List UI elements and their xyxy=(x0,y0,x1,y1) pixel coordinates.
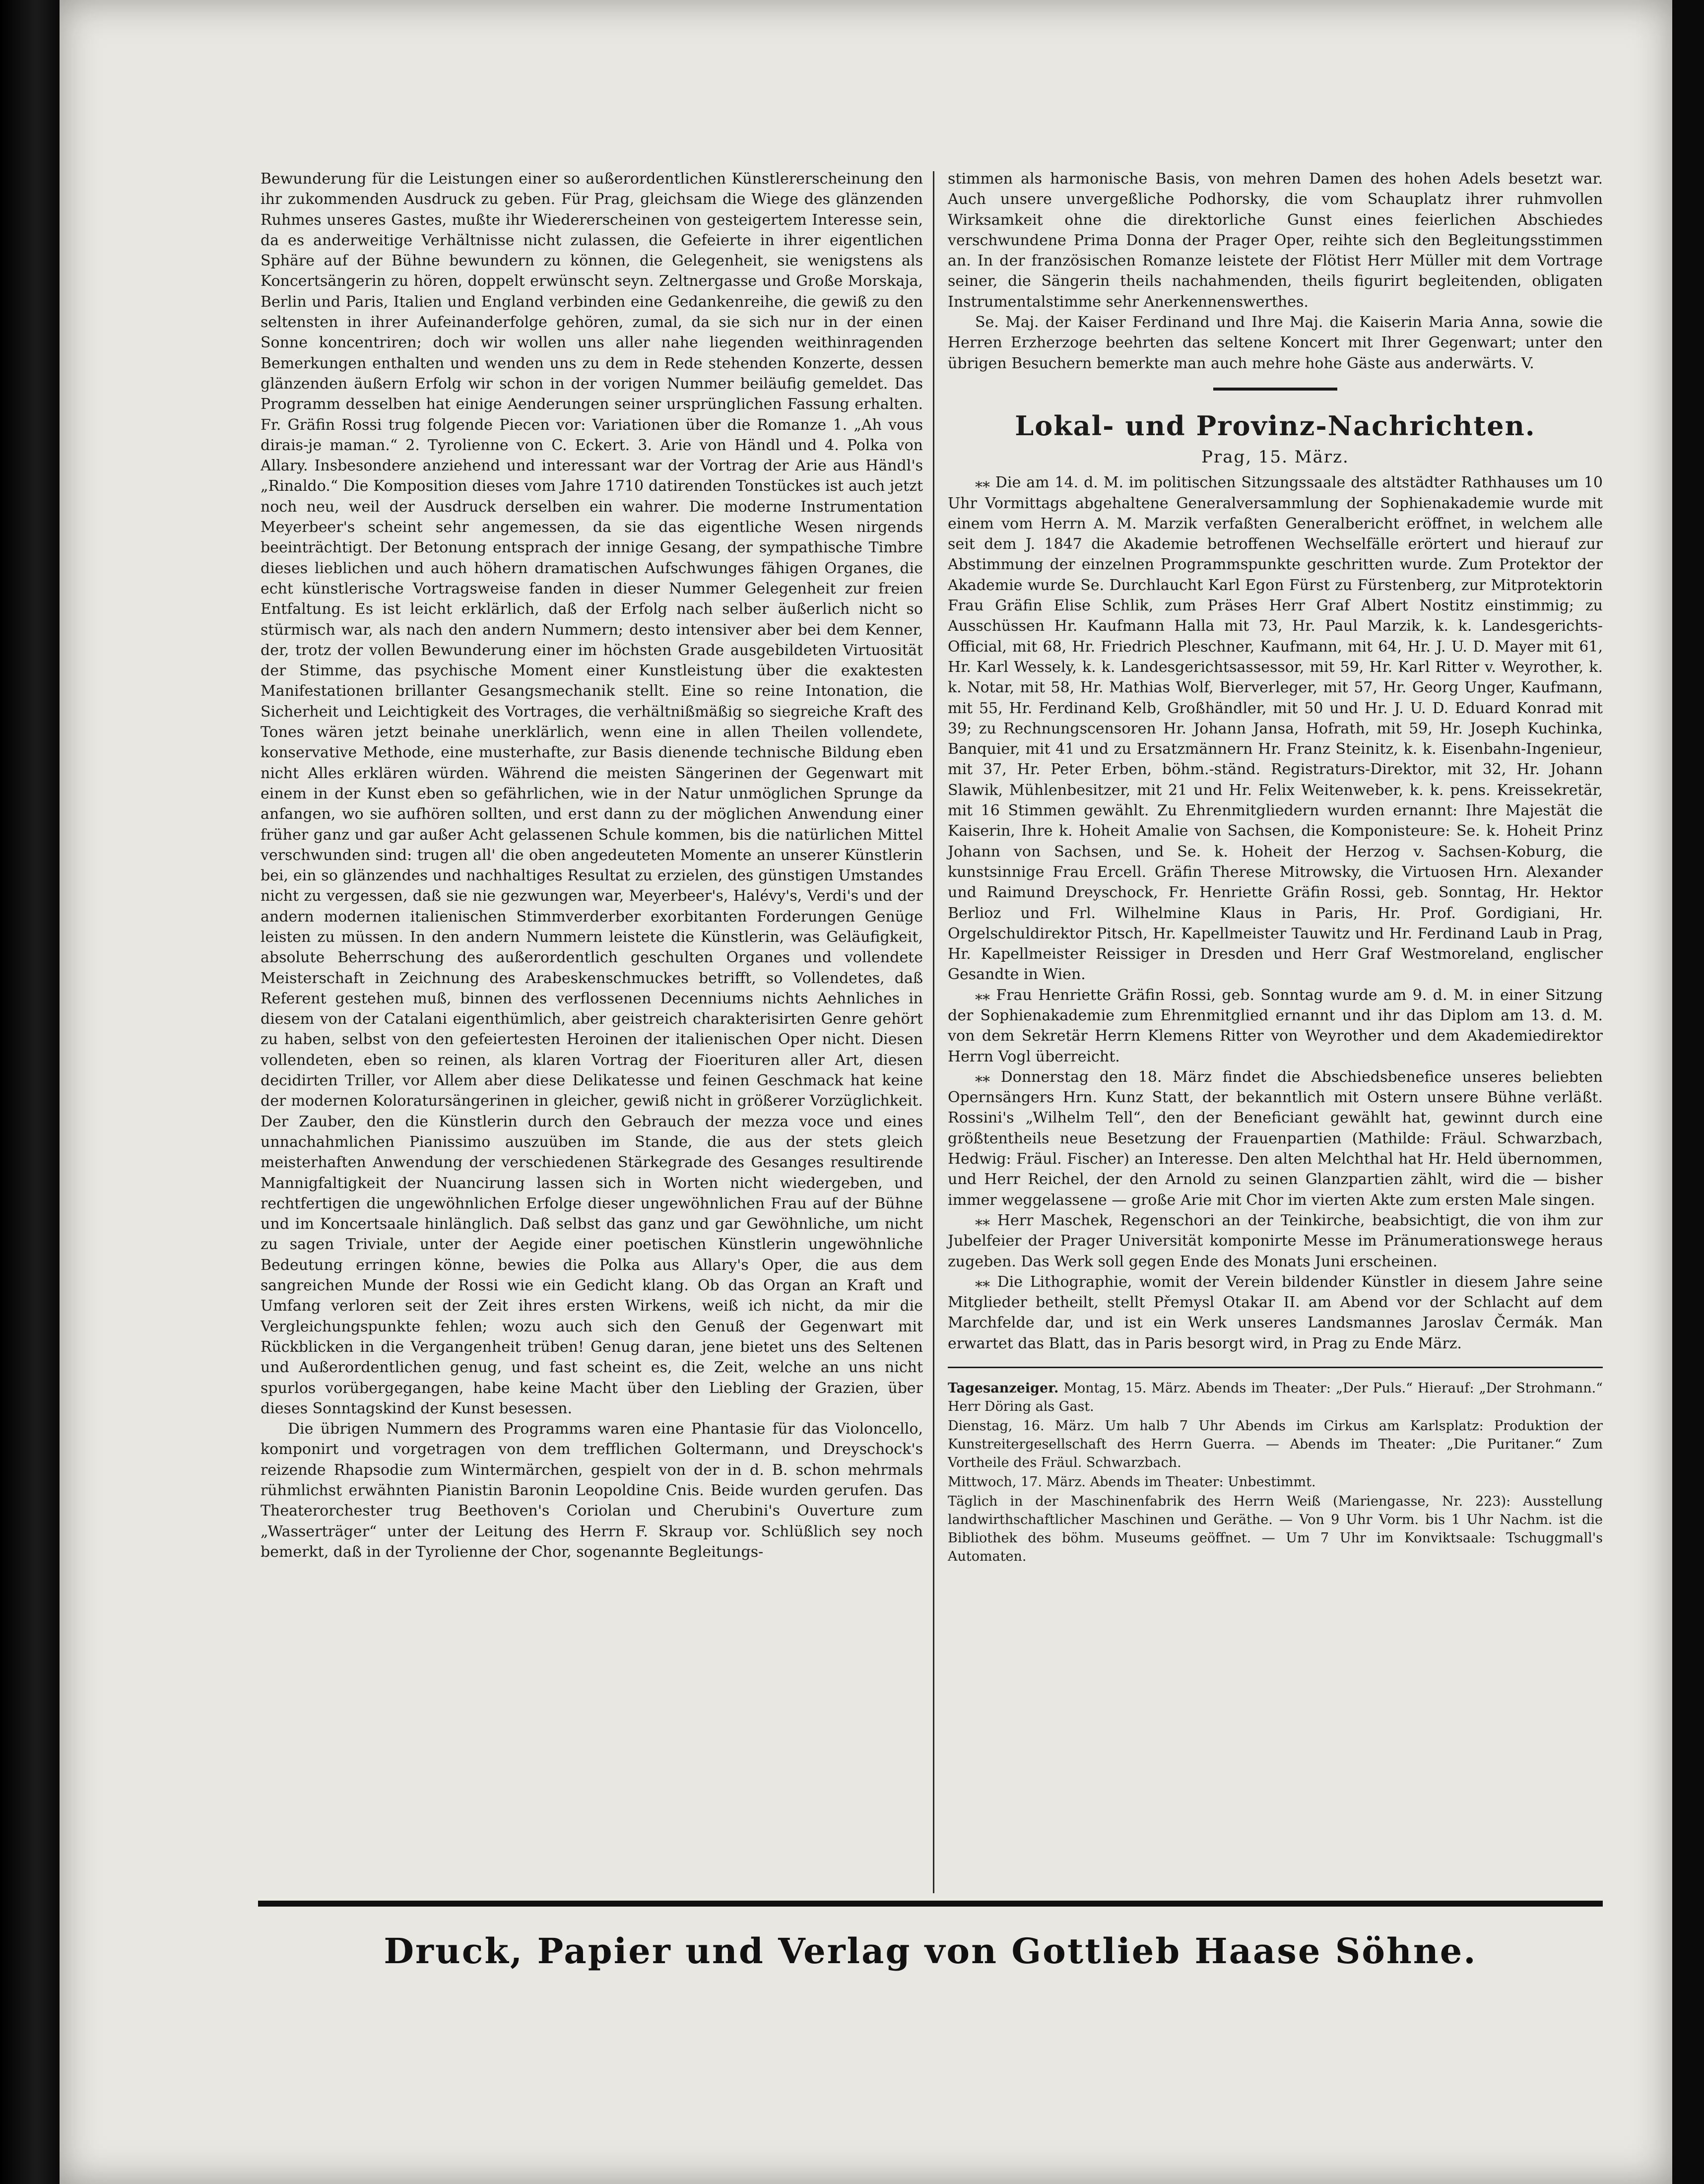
event-listing: Dienstag, 16. März. Um halb 7 Uhr Abends im Cirkus am Karlsplatz: Produktion der Kunstreitergesellschaft des Herrn Guerra. — Abends im Theater: „Die Puritaner.“ Zum Vortheile des Fräul. Schwarzbach. xyxy=(948,1418,1603,1471)
concert-review-paragraph: Bewunderung für die Leistungen einer so außerordentlichen Künstlererscheinung den ihr zukommenden Ausdruck zu geben. Für Prag, gleichsam die Wiege des glänzenden Ruhmes unseres Gastes, mußte ihr Wiedererscheinen von gesteigertem Interesse sein, da es anderweitige Verhältnisse nicht zulassen, die Gefeierte in ihrer eigentlichen Sphäre auf der Bühne bewundern zu können, die Gelegenheit, sie wenigstens als Koncertsängerin zu hören, doppelt erwünscht seyn. Zeltnergasse und Große Morskaja, Berlin und Paris, Italien und England verbinden eine Gedankenreihe, die gewiß zu den seltensten in ihrer Aufeinanderfolge gehören, zumal, da sie sich nur in der einen Sonne koncentriren; doch wir wollen uns aller nahe liegenden weithinragenden Bemerkungen enthalten und wenden uns zu dem in Rede stehenden Konzerte, dessen glänzenden äußern Erfolg wir schon in der vorigen Nummer beiläufig gemeldet. Das Programm desselben hat einige Aenderungen seiner ursprünglichen Fassung erhalten. Fr. Gräfin Rossi trug folgende Piecen vor: Variationen über die Romanze 1. „Ah vous dirais-je maman.“ 2. Tyrolienne von C. Eckert. 3. Arie von Händl und 4. Polka von Allary. Insbesondere anziehend und interessant war der Vortrag der Arie aus Händl's „Rinaldo.“ Die Komposition dieses vom Jahre 1710 datirenden Tonstückes ist auch jetzt noch neu, weil der Ausdruck derselben ein wahrer. Die moderne Instrumentation Meyerbeer's scheint sehr angemessen, da sie das eigentliche Wesen nirgends beeinträchtigt. Der Betonung entsprach der innige Gesang, der sympathische Timbre dieses lieblichen und auch höhern dramatischen Aufschwunges fähigen Organes, die echt künstlerische Vortragsweise fanden in dieser Nummer Gelegenheit zur freien Entfaltung. Es ist leicht erklärlich, daß der Erfolg nach selber äußerlich nicht so stürmisch war, als nach den andern Nummern; desto intensiver aber bei dem Kenner, der, trotz der vollen Bewunderung einer im höchsten Grade ausgebildeten Virtuosität der Stimme, das psychische Moment einer Kunstleistung über die exaktesten Manifestationen brillanter Gesangsmechanik stellt. Eine so reine Intonation, die Sicherheit und Leichtigkeit des Vortrages, die verhältnißmäßig so siegreiche Kraft des Tones wären jetzt beinahe unerklärlich, wenn eine in allen Theilen vollendete, konservative Methode, eine musterhafte, zur Basis dienende technische Bildung eben nicht Alles erklären würden. Während die meisten Sängerinen der Gegenwart mit einem in der Kunst eben so gefährlichen, wie in der Natur unmöglichen Sprunge da anfangen, wo sie aufhören sollten, und erst dann zu der möglichen Anwendung einer früher ganz und gar außer Acht gelassenen Schule kommen, bis die natürlichen Mittel verschwunden sind: trugen all' die oben angedeuteten Momente an unserer Künstlerin bei, ein so glänzendes und nachhaltiges Resultat zu erzielen, des günstigen Umstandes nicht zu vergessen, daß sie nie gezwungen war, Meyerbeer's, Halévy's, Verdi's und der andern modernen italienischen Stimmverderber exorbitanten Forderungen Genüge leisten zu müssen. In den andern Nummern leistete die Künstlerin, was Geläufigkeit, absolute Beherrschung des außerordentlich geschulten Organes und vollendete Meisterschaft in Zeichnung des Arabeskenschmuckes betrifft, so Vollendetes, daß Referent gestehen muß, binnen des verflossenen Decenniums nichts Aehnliches in diesem von der Catalani eigenthümlich, aber geistreich charakterisirten Genre gehört zu haben, selbst von den gefeiertesten Heroinen der italienischen Oper nicht. Diesen vollendeten, eben so reinen, als klaren Vortrag der Fioerituren aller Art, diesen decidirten Triller, vor Allem aber diese Delikatesse und feinen Geschmack hat keine der modernen Koloratursängerinen in gleicher, gewiß nicht in größerer Vorzüglichkeit. Der Zauber, den die Künstlerin durch den Gebrauch der mezza voce und eines unnachahmlichen Pianissimo auszuüben im Stande, die aus der stets gleich meisterhaften Anwendung der verschiedenen Stärkegrade des Gesanges resultirende Mannigfaltigkeit der Nuancirung lassen sich in Worten nicht wiedergeben, und rechtfertigen die ungewöhnlichen Erfolge dieser ungewöhnlichen Frau auf der Bühne und im Koncertsaale hinlänglich. Daß selbst das ganz und gar Gewöhnliche, um nicht zu sagen Triviale, unter der Aegide einer poetischen Künstlerin ungewöhnliche Bedeutung erringen könne, bewies die Polka aus Allary's Oper, die aus dem sangreichen Munde der Rossi wie ein Gedicht klang. Ob das Organ an Kraft und Umfang verloren seit der Zeit ihres ersten Wirkens, weiß ich nicht, da mir die Vergleichungspunkte fehlen; wozu auch sich den Genuß der Gegenwart mit Rückblicken in die Vergangenheit trüben! Genug daran, jene bietet uns des Seltenen und Außerordentlichen genug, und fast scheint es, die Zeit, welche an uns nicht spurlos vorübergegangen, habe keine Macht über den Liebling der Grazien, über dieses Sonntagskind der Kunst besessen. xyxy=(261,170,923,1417)
section-heading: Lokal- und Provinz-Nachrichten. xyxy=(1015,409,1536,442)
concert-review-paragraph xyxy=(948,312,1603,374)
news-item: ⁎⁎ Donnerstag den 18. März findet die Abschiedsbenefice unseres beliebten Opernsängers Hrn. Kunz Statt, der bekanntlich mit Ostern unsere Bühne verläßt. Rossini's „Wilhelm Tell“, den der Beneficiant gewählt hat, gewinnt durch eine größtentheils neue Besetzung der Frauenpartien (Mathilde: Fräul. Schwarzbach, Hedwig: Fräul. Fischer) an Interesse. Den alten Melchthal hat Hr. Held übernommen, und Herr Reichel, der den Arnold zu seinen Glanzpartien zählt, wird die — bisher immer weggelassene — große Arie mit Chor im vierten Akte zum ersten Male singen. xyxy=(948,1068,1603,1209)
news-item: ⁎⁎ Die am 14. d. M. im politischen Sitzungssaale des altstädter Rathhauses um 10 Uhr Vormittags abgehaltene Generalversammlung der Sophienakademie wurde mit einem vom Herrn A. M. Marzik verfaßten Generalbericht eröffnet, in welchem alle seit dem J. 1847 die Akademie betroffenen Wechselfälle erörtert und hierauf zur Abstimmung der einzelnen Programmspunkte geschritten wurde. Zum Protektor der Akademie wurde Se. Durchlaucht Karl Egon Fürst zu Fürstenberg, zur Mitprotektorin Frau Gräfin Elise Schlik, zum Präses Herr Graf Albert Nostitz einstimmig; zu Ausschüssen Hr. Kaufmann Halla mit 73, Hr. Paul Marzik, k. k. Landesgerichts-Official, mit 68, Hr. Friedrich Pleschner, Kaufmann, mit 64, Hr. J. U. D. Mayer mit 61, Hr. Karl Wessely, k. k. Landesgerichtsassessor, mit 59, Hr. Karl Ritter v. Weyrother, k. k. Notar, mit 58, Hr. Mathias Wolf, Bierverleger, mit 57, Hr. Georg Unger, Kaufmann, mit 55, Hr. Ferdinand Kelb, Großhändler, mit 50 und Hr. J. U. D. Eduard Konrad mit 39; zu Rechnungscensoren Hr. Johann Jansa, Hofrath, mit 59, Hr. Joseph Kuchinka, Banquier, mit 41 und zu Ersatzmännern Hr. Franz Steinitz, k. k. Eisenbahn-Ingenieur, mit 37, Hr. Peter Erben, böhm.-ständ. Registraturs-Direktor, mit 32, Hr. Johann Slawik, Mühlenbesitzer, mit 21 und Hr. Felix Weitenweber, k. k. pens. Kreissekretär, mit 16 Stimmen gewählt. Zu Ehrenmitgliedern wurden ernannt: Ihre Majestät die Kaiserin, Ihre k. Hoheit Amalie von Sachsen, die Komponisteure: Se. k. Hoheit Prinz Johann von Sachsen, und Se. k. Hoheit der Herzog v. Sachsen-Koburg, die kunstsinnige Frau Ercell. Gräfin Therese Mitrowsky, die Virtuosen Hrn. Alexander und Raimund Dreyschock, Fr. Henriette Gräfin Rossi, geb. Sonntag, Hr. Hektor Berlioz und Frl. Wilhelmine Klaus in Paris, Hr. Prof. Gordigiani, Hr. Orgelschuldirektor Pitsch, Hr. Kapellmeister Tauwitz und Hr. Ferdinand Laub in Prag, Hr. Kapellmeister Reissiger in Dresden und Herr Graf Westmoreland, englischer Gesandte in Wien. xyxy=(948,474,1603,984)
event-listing-text: Montag, 15. März. Abends im Theater: „Der Puls.“ Hierauf: „Der Strohmann.“ Herr Döring als Gast. xyxy=(948,1381,1603,1415)
left-column xyxy=(261,169,923,1562)
news-item: ⁎⁎ Herr Maschek, Regenschori an der Teinkirche, beabsichtigt, die von ihm zur Jubelfeier der Prager Universität komponirte Messe im Pränumerationswege heraus zugeben. Das Werk soll gegen Ende des Monats Juni erscheinen. xyxy=(948,1211,1603,1270)
event-listings-title: Tagesanzeiger. xyxy=(948,1381,1059,1396)
scan-border-right xyxy=(1672,0,1704,2184)
news-item: ⁎⁎ Die Lithographie, womit der Verein bildender Künstler in diesem Jahre seine Mitglieder betheilt, stellt Přemysl Otakar II. am Abend vor der Schlacht auf dem Marchfelde dar, und ist ein Werk unseres Landsmannes Jaroslav Čermák. Man erwartet das Blatt, das in Paris besorgt wird, in Prag zu Ende März. xyxy=(948,1273,1603,1352)
publisher-imprint: Druck, Papier und Verlag von Gottlieb Haase Söhne. xyxy=(384,1930,1477,1972)
section-divider xyxy=(1213,388,1337,391)
concert-review-continuation: stimmen als harmonische Basis, von mehren Damen des hohen Adels besetzt war. Auch unsere unvergeßliche Podhorsky, die vom Schauplatz ihrer ruhmvollen Wirksamkeit ohne die direktorliche Gunst eines feierlichen Abschiedes verschwundene Prima Donna der Prager Oper, reihte sich den Begleitungsstimmen an. In der französischen Romanze leistete der Flötist Herr Müller mit dem Vortrage seiner, die Sängerin theils nachahmenden, theils figurirt begleitenden, obligaten Instrumentalstimme sehr Anerkennenswerthes. xyxy=(948,170,1603,311)
tagesanzeiger-divider xyxy=(948,1367,1603,1368)
event-listings xyxy=(948,1379,1603,1566)
dateline: Prag, 15. März. xyxy=(1201,447,1349,467)
author-signature: V. xyxy=(1521,354,1534,372)
concert-review-paragraph: Die übrigen Nummern des Programms waren eine Phantasie für das Violoncello, komponirt und vorgetragen von dem trefflichen Goltermann, und Dreyschock's reizende Rhapsodie zum Wintermärchen, gespielt von der in d. B. schon mehrmals rühmlichst erwähnten Pianistin Baronin Leopoldine Cnis. Beide wurden gerufen. Das Theaterorchester trug Beethoven's Coriolan und Cherubini's Ouverture zum „Wasserträger“ unter der Leitung des Herrn F. Skraup vor. Schlüßlich sey noch bemerkt, daß in der Tyrolienne der Chor, sogenannte Begleitungs- xyxy=(261,1420,923,1561)
concert-review-text: Se. Maj. der Kaiser Ferdinand und Ihre Maj. die Kaiserin Maria Anna, sowie die Herren Erzherzoge beehrten das seltene Koncert mit Ihrer Gegenwart; unter den übrigen Besuchern bemerkte man auch mehre hohe Gäste aus anderwärts. xyxy=(948,314,1603,372)
column-divider xyxy=(933,171,934,1893)
event-listing: Täglich in der Maschinenfabrik des Herrn Weiß (Mariengasse, Nr. 223): Ausstellung landwirthschaftlicher Maschinen und Geräthe. — Von 9 Uhr Vorm. bis 1 Uhr Nachm. ist die Bibliothek des böhm. Museums geöffnet. — Um 7 Uhr im Konviktsaale: Tschuggmall's Automaten. xyxy=(948,1494,1603,1565)
footer-rule xyxy=(258,1901,1603,1907)
event-listing xyxy=(948,1379,1603,1416)
event-listing: Mittwoch, 17. März. Abends im Theater: Unbestimmt. xyxy=(948,1474,1316,1490)
right-column xyxy=(948,169,1603,1567)
news-item: ⁎⁎ Frau Henriette Gräfin Rossi, geb. Sonntag wurde am 9. d. M. in einer Sitzung der Sophienakademie zum Ehrenmitglied ernannt und ihr das Diplom am 13. d. M. von dem Sekretär Herrn Klemens Ritter von Weyrother und dem Akademiedirektor Herrn Vogl überreicht. xyxy=(948,986,1603,1065)
scan-border-left xyxy=(0,0,60,2184)
